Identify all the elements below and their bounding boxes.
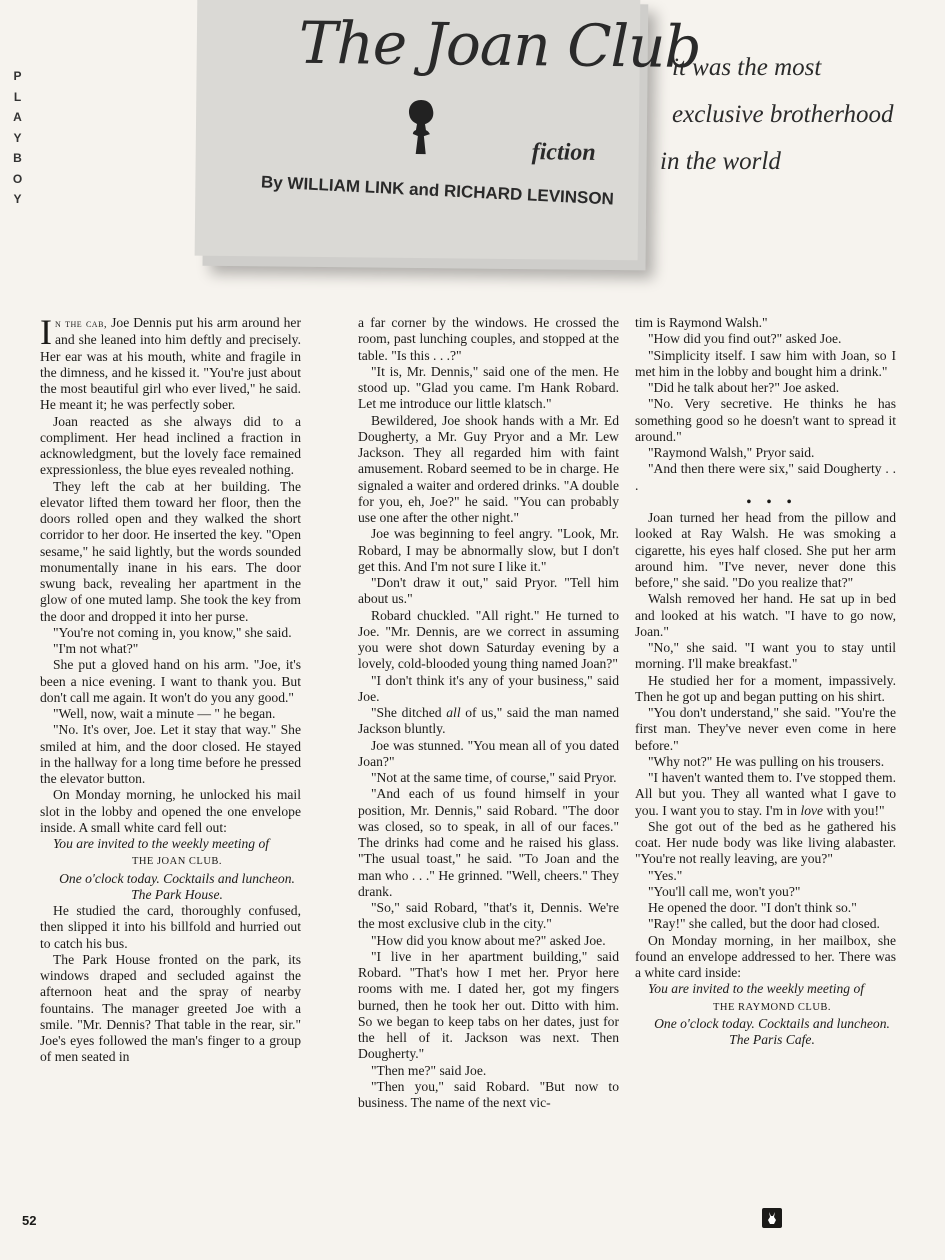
invitation-line	[635, 998, 896, 1016]
paragraph-text: "I haven't wanted them to. I've stopped them. All but you. They all wanted what I gave to you. I want you to stay. I'm in	[635, 770, 896, 818]
paragraph: "Well, now, wait a minute — " he began.	[53, 706, 276, 721]
paragraph: Joe was beginning to feel angry. "Look, Mr. Robard, I may be abnormally slow, but I don't get this. And I'm not sure I like it."	[358, 526, 619, 574]
invitation-line: One o'clock today. Cocktails and luncheon.	[59, 870, 295, 886]
paragraph: "Why not?" He was pulling on his trousers.	[648, 753, 885, 769]
paragraph: "Raymond Walsh," Pryor said.	[648, 445, 815, 460]
text-column-1	[40, 312, 301, 1066]
tagline	[660, 44, 894, 185]
tagline-line: in the world	[660, 148, 781, 175]
paragraph: "Ray!" she called, but the door had closed.	[648, 916, 880, 932]
paragraph: "And each of us found himself in your position, Mr. Dennis," said Robard. "The door was closed, so to speak, in all of our faces." The drinks had come and he raised his glass. "The usual toast," he said. "To Joan and the man who . . ." He grinned. "Well, cheers." They drank.	[358, 786, 619, 899]
paragraph: "It is, Mr. Dennis," said one of the men. He stood up. "Glad you came. I'm Hank Robard. Let me introduce our little klatsch."	[358, 363, 619, 412]
rabbit-end-mark-icon	[762, 1208, 782, 1228]
paragraph: He studied her for a moment, impassively. Then he got up and began putting on his shirt.	[635, 672, 896, 704]
text-column-2	[358, 315, 619, 1111]
invitation-line: You are invited to the weekly meeting of	[53, 836, 270, 851]
paragraph: "How did you know about me?" asked Joe.	[371, 932, 606, 948]
paragraph: Robard chuckled. "All right." He turned to Joe. "Mr. Dennis, are we correct in assuming you were shot down Saturday evening by a lovely, cold-blooded young thing named Joan?"	[358, 607, 619, 672]
paragraph	[358, 705, 619, 738]
paragraph: "Did he talk about her?" Joe asked.	[648, 380, 840, 395]
paragraph: "Not at the same time, of course," said Pryor.	[371, 770, 617, 785]
invitation-line: The Paris Cafe.	[729, 1032, 815, 1047]
paragraph: Joan turned her head from the pillow and looked at Ray Walsh. He was smoking a cigarette, his eyes half closed. She put her arm around him. "I've never, never done this before," she said. "Do you realize that?"	[635, 510, 896, 590]
woman-silhouette-icon	[404, 98, 439, 156]
paragraph: "You'll call me, won't you?"	[648, 883, 801, 899]
paragraph: tim is Raymond Walsh."	[635, 315, 768, 330]
paragraph: "Yes."	[648, 867, 683, 883]
paragraph	[635, 770, 896, 819]
title-card	[195, 0, 701, 260]
paragraph: She got out of the bed as he gathered his coat. Her nude body was like living alabaster. "You're not really leaving, are you?"	[635, 818, 896, 867]
paragraph: "And then there were six," said Dougherty . . .	[635, 461, 896, 493]
paragraph: "Simplicity itself. I saw him with Joan, so I met him in the lobby and bought him a drink."	[635, 347, 896, 379]
club-name: THE JOAN CLUB.	[131, 856, 223, 868]
paragraph: a far corner by the windows. He crossed the room, past lunching couples, and stopped at the table. "Is this . . .?"	[358, 315, 619, 363]
paragraph: "Then me?" said Joe.	[371, 1062, 487, 1078]
paragraph: On Monday morning, he unlocked his mail slot in the lobby and opened the one envelope inside. A small white card fell out:	[40, 787, 301, 835]
invitation-line: The Park House.	[131, 886, 223, 902]
paragraph: "Then you," said Robard. "But now to business. The name of the next vic-	[358, 1078, 619, 1110]
paragraph: "No. It's over, Joe. Let it stay that way." She smiled at him, and the door closed. He stayed in the hallway for a long time before he pressed the elevator button.	[40, 722, 301, 786]
club-name: THE RAYMOND CLUB.	[712, 1001, 832, 1013]
paragraph: They left the cab at her building. The elevator lifted them toward her floor, then the doors rolled open and they walked the short corridor to her door. He inserted the key. "Open sesame," he said lightly, but the words sounded monumentally inane in his ears. The door swung back, revealing her apartment in the glow of one muted lamp. She took the key from the door and dropped it into her purse.	[40, 478, 301, 624]
paragraph: "Don't draw it out," said Pryor. "Tell him about us."	[358, 575, 619, 607]
paragraph-text: "She ditched	[371, 705, 447, 720]
byline: By WILLIAM LINK and RICHARD LEVINSON	[260, 172, 615, 209]
invitation-line: You are invited to the weekly meeting of	[648, 981, 865, 997]
paragraph: Joe was stunned. "You mean all of you dated Joan?"	[358, 737, 619, 769]
paragraph-text: Joe Dennis put his arm around her and she leaned into him deftly and precisely. Her ear was at his mouth, white and fragile in the dimness, and he kissed it. "You're just about the most beautiful girl who ever lived," he said. He meant it; he was perfectly sober.	[40, 315, 301, 413]
paragraph: He studied the card, thoroughly confused, then slipped it into his billfold and hurried out to catch his bus.	[40, 903, 301, 951]
opening-smallcaps: n the cab,	[55, 318, 108, 330]
magazine-side-brand: PLAYBOY	[12, 69, 24, 206]
paragraph: On Monday morning, in her mailbox, she found an envelope addressed to her. There was a white card inside:	[635, 932, 896, 980]
paragraph: She put a gloved hand on his arm. "Joe, it's been a nice evening. I want to thank you. But don't call me again. It won't do you any good."	[40, 657, 301, 705]
paragraph: Joan reacted as she always did to a compliment. Her head inclined a fraction in acknowledgment, but the lovely face remained expressionless, the blue eyes revealed nothing.	[40, 413, 301, 478]
emphasis: love	[800, 802, 824, 818]
paragraph: "You're not coming in, you know," she said.	[53, 624, 292, 640]
text-column-3	[635, 315, 896, 1048]
paragraph-text: of us," said the man named Jackson bluntly.	[358, 705, 619, 737]
tagline-line: exclusive brotherhood	[672, 101, 894, 128]
story-title: The Joan Club	[298, 8, 701, 81]
paragraph: "No. Very secretive. He thinks he has something good so he doesn't want to spread it around."	[635, 396, 896, 444]
invitation-line	[40, 852, 301, 870]
page-number: 52	[22, 1213, 37, 1228]
tagline-line: it was the most	[672, 54, 822, 81]
paragraph	[40, 312, 301, 414]
paragraph: Walsh removed her hand. He sat up in bed and looked at his watch. "I have to go now, Joan."	[635, 591, 896, 639]
section-label: fiction	[531, 139, 596, 166]
paragraph: "I'm not what?"	[53, 641, 139, 656]
invitation-line: One o'clock today. Cocktails and luncheon.	[654, 1015, 890, 1031]
drop-cap: I	[40, 312, 52, 352]
paragraph-text: with you!"	[823, 802, 885, 818]
section-break: • • •	[746, 493, 798, 509]
paragraph: "You don't understand," she said. "You're the first man. They've never even come in here before."	[635, 705, 896, 753]
paragraph: "I live in her apartment building," said Robard. "That's how I met her. Pryor here rooms with me. I dated her, got my fingers burned, then he took her out. Ditto with him. So we began to keep tabs on her dates, just for the hell of it. Jackson was next. Then Dougherty."	[358, 948, 619, 1062]
paragraph: The Park House fronted on the park, its windows draped and secluded against the afternoon heat and the spray of nearby fountains. The manager greeted Joe with a smile. "Mr. Dennis? That table in the rear, sir." Joe's eyes followed the man's finger to a group of men seated in	[40, 951, 301, 1065]
paragraph: "I don't think it's any of your business," said Joe.	[358, 672, 619, 704]
paragraph: "No," she said. "I want you to stay until morning. I'll make breakfast."	[635, 640, 896, 672]
paragraph: "So," said Robard, "that's it, Dennis. We're the most exclusive club in the city."	[358, 900, 619, 932]
paragraph: "How did you find out?" asked Joe.	[648, 331, 842, 347]
emphasis: all	[446, 705, 461, 720]
paragraph: Bewildered, Joe shook hands with a Mr. Ed Dougherty, a Mr. Guy Pryor and a Mr. Lew Jackson. They all regarded him with faint amusement. Robard seemed to be in charge. He signaled a waiter and ordered drinks. "A double for you, eh, Joe?" he said. "You can probably use one after the other night."	[358, 412, 619, 525]
paragraph: He opened the door. "I don't think so."	[648, 900, 857, 915]
